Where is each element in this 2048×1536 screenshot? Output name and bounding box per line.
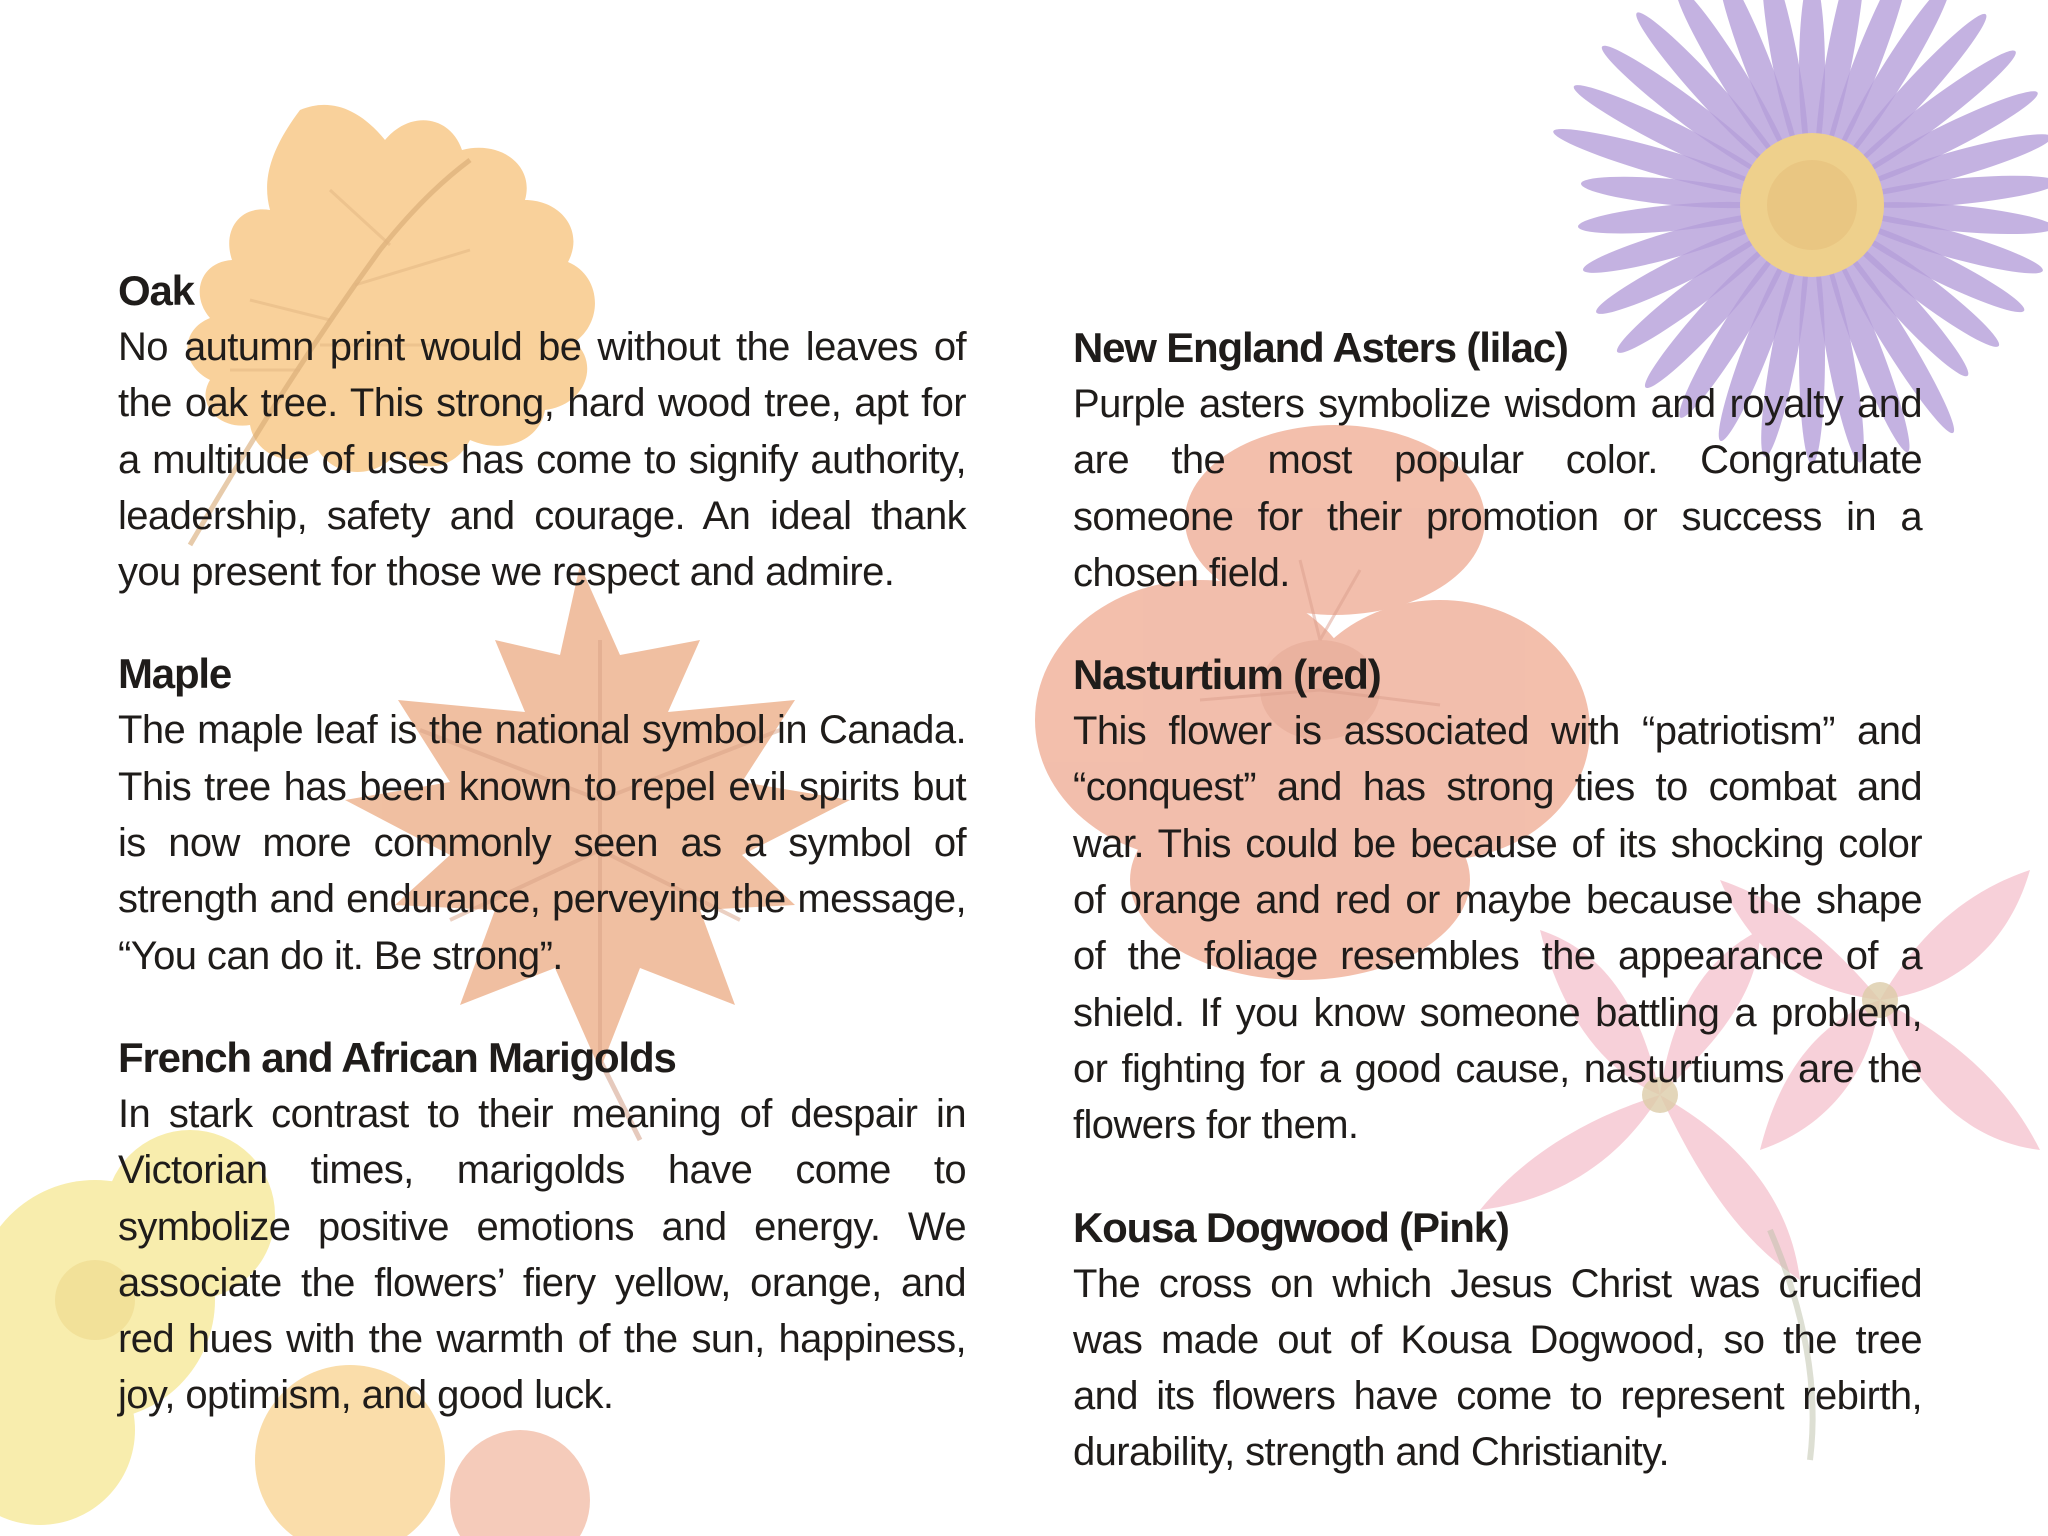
entry-body-asters: Purple asters symbolize wisdom and royalty and are the most popular color. Congratulate someone for their promotion or success in a chosen field. — [1073, 382, 1922, 595]
entry-maple — [118, 646, 966, 983]
entry-title-maple: Maple — [118, 650, 232, 698]
entry-nasturtium — [1073, 647, 1922, 1153]
entry-title-nasturtium: Nasturtium (red) — [1073, 651, 1381, 699]
entry-marigolds — [118, 1030, 966, 1424]
entry-body-marigolds: In stark contrast to their meaning of despair in Victorian times, marigolds have come to symbolize positive emotions and energy. We associate the flowers’ fiery yellow, orange, and red hues with the warmth of the sun, happiness, joy, optimism, and good luck. — [118, 1091, 966, 1418]
right-column — [1073, 320, 1922, 1527]
entry-body-nasturtium: This flower is associated with “patriotism” and “conquest” and has strong ties to combat and war. This could be because of its shocking color of orange and red or maybe because the shape of the foliage resembles the appearance of a shield. If you know someone battling a problem, or fighting for a good cause, nasturtiums are the flowers for them. — [1073, 709, 1922, 1148]
entry-title-marigolds: French and African Marigolds — [118, 1033, 676, 1081]
entry-body-maple: The maple leaf is the national symbol in Canada. This tree has been known to repel evil spirits but is now more commonly seen as a symbol of strength and endurance, perveying the message, “You can do it. Be strong”. — [118, 708, 966, 978]
entry-oak — [118, 263, 966, 600]
entry-body-dogwood: The cross on which Jesus Christ was crucified was made out of Kousa Dogwood, so the tree and its flowers have come to represent rebirth, durability, strength and Christianity. — [1073, 1261, 1922, 1475]
entry-title-asters: New England Asters (lilac) — [1073, 324, 1568, 371]
entry-asters — [1073, 320, 1922, 601]
left-column — [118, 263, 966, 1470]
entry-title-oak: Oak — [118, 267, 194, 314]
entry-dogwood — [1073, 1200, 1922, 1481]
entry-body-oak: No autumn print would be without the leaves of the oak tree. This strong, hard wood tree, apt for a multitude of uses has come to signify authority, leadership, safety and courage. An ideal thank you present for those we respect and admire. — [118, 325, 966, 595]
entry-title-dogwood: Kousa Dogwood (Pink) — [1073, 1203, 1509, 1251]
